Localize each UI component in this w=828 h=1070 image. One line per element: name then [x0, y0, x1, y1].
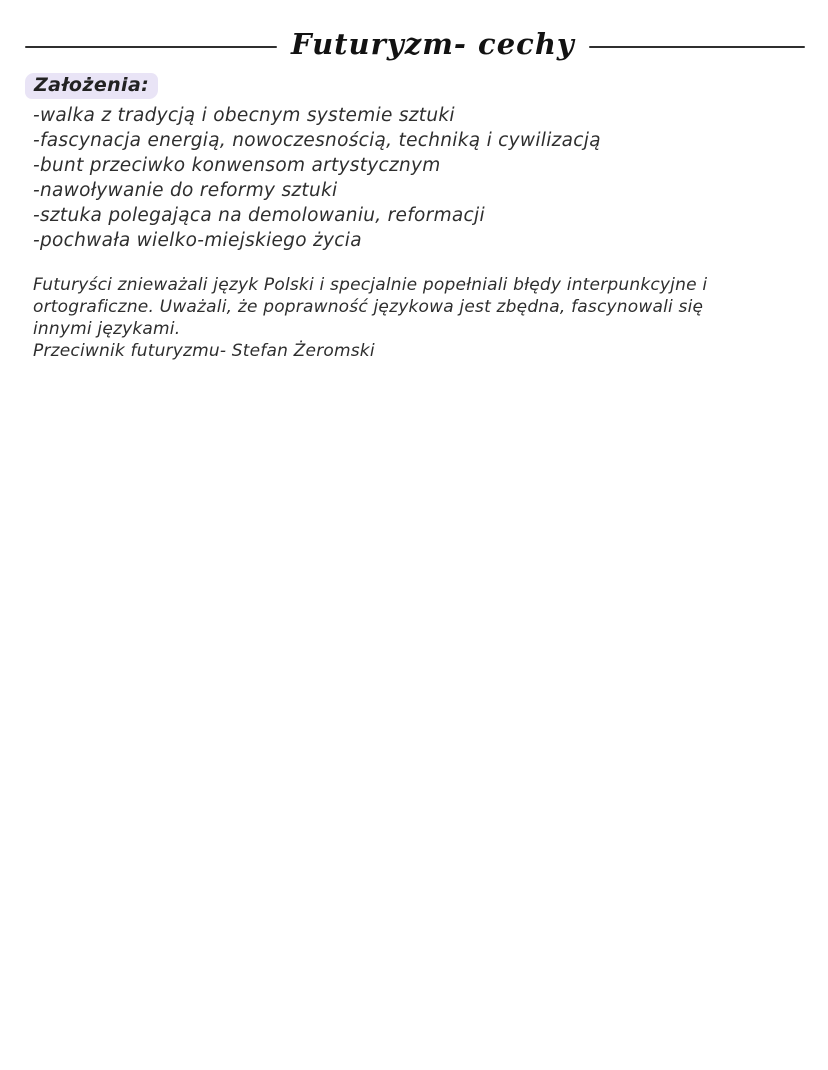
list-item: -fascynacja energią, nowoczesnością, techniką i cywilizacją: [33, 130, 601, 151]
divider-line-right: [589, 46, 805, 48]
page-header: [0, 0, 828, 64]
page-title: Futuryzm- cechy: [291, 27, 575, 61]
list-item: -nawoływanie do reformy sztuki: [33, 180, 338, 201]
body-paragraph: Futuryści znieważali język Polski i specjalnie popełniali błędy interpunkcyjne i ortograficzne. Uważali, że poprawność językowa jest zbędna, fascynowali się innymi językami.: [33, 275, 708, 339]
opponent-note: Przeciwnik futuryzmu- Stefan Żeromski: [33, 341, 375, 361]
assumptions-list: [33, 103, 828, 253]
divider-line-left: [25, 46, 277, 48]
section-heading-assumptions: Założenia:: [25, 73, 158, 99]
list-item: -bunt przeciwko konwensom artystycznym: [33, 155, 441, 176]
list-item: -pochwała wielko-miejskiego życia: [33, 230, 362, 251]
list-item: -walka z tradycją i obecnym systemie sztuki: [33, 105, 455, 126]
list-item: -sztuka polegająca na demolowaniu, reformacji: [33, 205, 485, 226]
